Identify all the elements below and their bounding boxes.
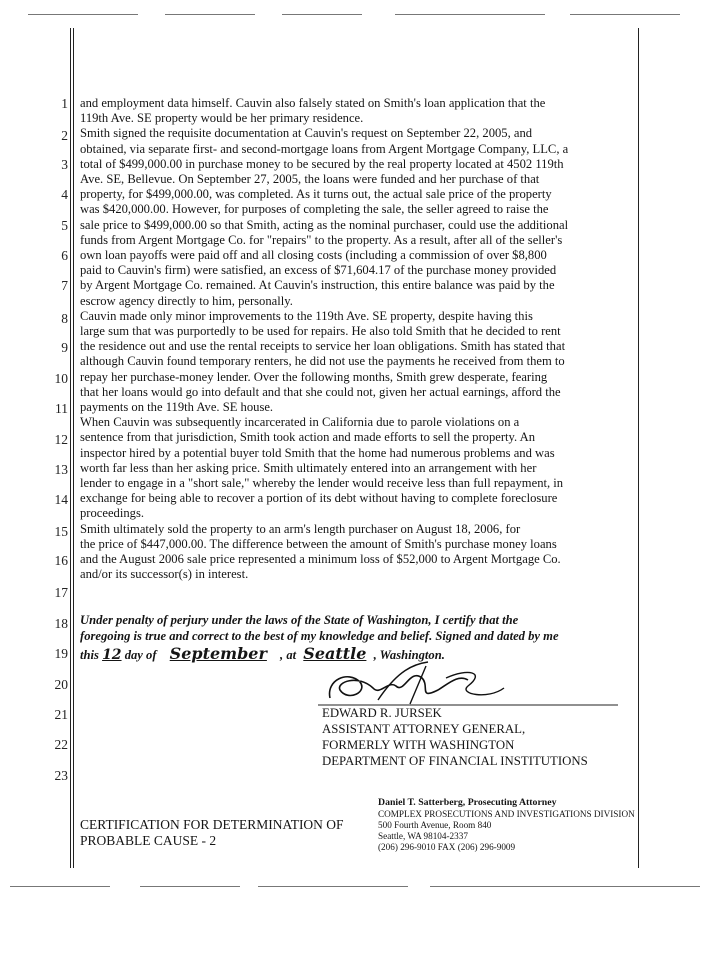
line-number: 3 — [61, 157, 68, 172]
body-text-line: proceedings. — [80, 506, 144, 521]
document-title: CERTIFICATION FOR DETERMINATION OF — [80, 817, 344, 832]
handwritten-month: September — [169, 644, 267, 663]
line-number: 16 — [54, 553, 68, 568]
prosecutor-name: Daniel T. Satterberg, Prosecuting Attorney — [378, 797, 557, 808]
scan-artifact-bottom — [430, 886, 700, 887]
certification-line: Under penalty of perjury under the laws of the State of Washington, I certify that the — [80, 613, 519, 627]
certification-line: foregoing is true and correct to the best of my knowledge and belief. Signed and dated by me — [80, 629, 559, 643]
body-text-line: property, for $499,000.00, was completed. As it turns out, the actual sale price of the property — [80, 187, 552, 202]
line-number: 13 — [54, 462, 68, 477]
signature-name: EDWARD R. JURSEK — [322, 706, 442, 720]
body-text-line: worth far less than her asking price. Smith ultimately entered into an arrangement with her — [80, 460, 537, 475]
body-text-line: and the August 2006 sale price represented a minimum loss of $52,000 to Argent Mortgage Co. — [80, 552, 561, 566]
line-number: 20 — [54, 677, 68, 692]
scan-artifact-top — [282, 14, 362, 15]
signature-title: FORMERLY WITH WASHINGTON — [322, 738, 515, 752]
body-text-line: Cauvin made only minor improvements to the 119th Ave. SE property, despite having this — [80, 308, 533, 323]
scan-artifact-bottom — [140, 886, 240, 887]
body-text-line: the price of $447,000.00. The difference between the amount of Smith's purchase money loans — [80, 536, 557, 551]
body-text-line: own loan payoffs were paid off and all closing costs (including a commission of over $8,800 — [80, 248, 547, 262]
body-text-line: was $420,000.00. However, for purposes of completing the sale, the seller agreed to raise the — [80, 202, 549, 217]
line-number: 23 — [54, 768, 68, 783]
line-number: 10 — [54, 371, 68, 386]
line-number: 18 — [54, 616, 68, 631]
line-number: 2 — [61, 128, 68, 143]
line-number: 9 — [61, 340, 68, 355]
body-text-line: although Cauvin found temporary renters, he did not use the payments he received from them to — [80, 354, 565, 369]
body-text-line: sentence from that jurisdiction, Smith took action and made efforts to sell the property. An — [80, 430, 536, 445]
line-number: 7 — [61, 278, 68, 293]
scan-artifact-top — [165, 14, 255, 15]
body-text-line: and/or its successor(s) in interest. — [80, 567, 249, 582]
office-address: 500 Fourth Avenue, Room 840 — [378, 820, 492, 830]
body-text-line: obtained, via separate first- and second-mortgage loans from Argent Mortgage Company, LLC, a — [80, 141, 569, 156]
body-text-line: lender to engage in a "short sale," whereby the lender would receive less than full repayment, in — [80, 476, 564, 490]
scan-artifact-bottom — [258, 886, 408, 887]
signature-image — [318, 660, 618, 708]
line-number: 8 — [61, 311, 68, 326]
line-number: 21 — [54, 707, 68, 722]
left-margin-rule — [73, 28, 74, 868]
certification-date-line: this 12 day of September , at Seattle , Washington. — [80, 644, 445, 663]
signature-title: ASSISTANT ATTORNEY GENERAL, — [322, 722, 526, 736]
line-number: 12 — [54, 432, 68, 447]
scan-artifact-top — [570, 14, 680, 15]
body-text-line: total of $499,000.00 in purchase money to be secured by the real property located at 4502 119th — [80, 156, 564, 171]
body-text-line: escrow agency directly to him, personally. — [80, 293, 293, 308]
body-text-line: 119th Ave. SE property would be her primary residence. — [80, 111, 364, 126]
line-number: 15 — [54, 524, 68, 539]
division-name: COMPLEX PROSECUTIONS AND INVESTIGATIONS DIVISION — [378, 809, 635, 819]
scan-artifact-bottom — [10, 886, 110, 887]
body-text-line: and employment data himself. Cauvin also falsely stated on Smith's loan application that the — [80, 96, 546, 110]
handwritten-day: 12 — [102, 647, 122, 663]
body-text-line: by Argent Mortgage Co. remained. At Cauvin's instruction, this entire balance was paid by the — [80, 278, 555, 293]
body-text-line: paid to Cauvin's firm) were satisfied, an excess of $71,604.17 of the purchase money provided — [80, 263, 557, 278]
line-number: 11 — [55, 401, 68, 416]
document-title: PROBABLE CAUSE - 2 — [80, 833, 217, 848]
line-number: 17 — [54, 585, 68, 600]
body-text-line: Smith ultimately sold the property to an arm's length purchaser on August 18, 2006, for — [80, 521, 521, 536]
line-number: 4 — [61, 187, 68, 202]
body-text-line: large sum that was purportedly to be used for repairs. He also told Smith that he decided to rent — [80, 324, 561, 338]
scan-artifact-top — [28, 14, 138, 15]
body-text-line: payments on the 119th Ave. SE house. — [80, 400, 274, 414]
line-number: 19 — [54, 646, 68, 661]
line-number: 5 — [61, 218, 68, 233]
office-phone: (206) 296-9010 FAX (206) 296-9009 — [378, 842, 516, 852]
line-number: 6 — [61, 248, 68, 263]
body-text-line: the residence out and use the rental receipts to service her loan obligations. Smith has stated that — [80, 339, 566, 354]
body-text-line: funds from Argent Mortgage Co. for "repairs" to the property. As a result, after all of the seller's — [80, 232, 563, 247]
body-text-line: Ave. SE, Bellevue. On September 27, 2005, the loans were funded and her purchase of that — [80, 172, 540, 186]
handwritten-city: Seattle — [303, 644, 367, 663]
scan-artifact-top — [395, 14, 545, 15]
body-text-line: sale price to $499,000.00 so that Smith, acting as the nominal purchaser, could use the additional — [80, 217, 569, 232]
office-address: Seattle, WA 98104-2337 — [378, 831, 468, 841]
line-number: 1 — [61, 96, 68, 111]
body-text-line: inspector hired by a potential buyer told Smith that the home had numerous problems and was — [80, 445, 555, 460]
left-margin-rule — [70, 28, 71, 868]
body-text-line: repay her purchase-money lender. Over the following months, Smith grew desperate, fearing — [80, 369, 548, 384]
line-number: 22 — [54, 737, 68, 752]
body-text-line: Smith signed the requisite documentation at Cauvin's request on September 22, 2005, and — [80, 126, 533, 141]
signature-title: DEPARTMENT OF FINANCIAL INSTITUTIONS — [322, 754, 588, 768]
body-text-line: When Cauvin was subsequently incarcerated in California due to parole violations on a — [80, 415, 520, 430]
body-text-line: exchange for being able to recover a portion of its debt without having to complete foreclosure — [80, 491, 558, 506]
body-text-line: that her loans would go into default and that she could not, given her actual earnings, afford the — [80, 384, 561, 399]
line-number: 14 — [54, 492, 68, 507]
